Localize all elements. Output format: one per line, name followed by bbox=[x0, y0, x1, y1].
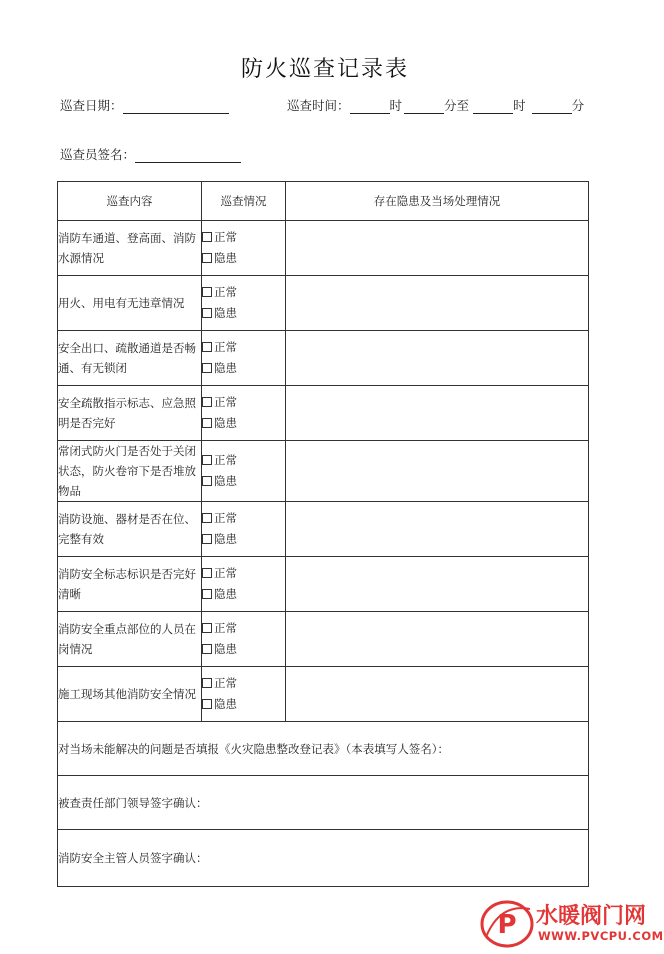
checkbox-normal[interactable] bbox=[202, 342, 212, 352]
watermark-site-name: 水暖阀门网 bbox=[536, 904, 647, 929]
status-option-label: 隐患 bbox=[214, 474, 237, 488]
status-option-label: 正常 bbox=[214, 511, 237, 525]
safety-manager-signature-row bbox=[58, 830, 589, 887]
checkbox-normal[interactable] bbox=[202, 568, 212, 578]
unresolved-issues-row bbox=[58, 722, 589, 776]
hazard-handling-field[interactable] bbox=[286, 221, 589, 276]
status-option-normal[interactable] bbox=[202, 563, 285, 584]
watermark-logo-icon bbox=[478, 895, 536, 953]
checkbox-normal[interactable] bbox=[202, 232, 212, 242]
status-option-label: 正常 bbox=[214, 453, 237, 467]
hazard-handling-field[interactable] bbox=[286, 667, 589, 722]
unresolved-issues-row-field[interactable] bbox=[58, 722, 589, 776]
inspection-item: 安全疏散指示标志、应急照明是否完好 bbox=[58, 386, 202, 441]
checkbox-normal[interactable] bbox=[202, 678, 212, 688]
minute-label: 分 bbox=[571, 98, 585, 113]
checkbox-normal[interactable] bbox=[202, 287, 212, 297]
status-option-hazard[interactable] bbox=[202, 529, 285, 550]
checkbox-hazard[interactable] bbox=[202, 534, 212, 544]
status-option-hazard[interactable] bbox=[202, 413, 285, 434]
inspection-item: 消防安全重点部位的人员在岗情况 bbox=[58, 612, 202, 667]
status-option-label: 正常 bbox=[214, 340, 237, 354]
status-cell bbox=[202, 667, 286, 722]
inspection-item: 消防车通道、登高面、消防水源情况 bbox=[58, 221, 202, 276]
checkbox-hazard[interactable] bbox=[202, 363, 212, 373]
start-hour-field[interactable] bbox=[350, 99, 390, 114]
status-cell bbox=[202, 502, 286, 557]
table-row bbox=[58, 441, 589, 502]
checkbox-normal[interactable] bbox=[202, 513, 212, 523]
status-option-normal[interactable] bbox=[202, 227, 285, 248]
inspector-signature-label: 巡查员签名： bbox=[60, 147, 136, 162]
checkbox-hazard[interactable] bbox=[202, 253, 212, 263]
page-title: 防火巡查记录表 bbox=[240, 57, 409, 82]
status-option-label: 隐患 bbox=[214, 587, 237, 601]
status-option-normal[interactable] bbox=[202, 337, 285, 358]
minute-to-label: 分至 bbox=[444, 98, 470, 113]
status-option-hazard[interactable] bbox=[202, 584, 285, 605]
hazard-handling-field[interactable] bbox=[286, 386, 589, 441]
table-row bbox=[58, 221, 589, 276]
inspection-item: 安全出口、疏散通道是否畅通、有无锁闭 bbox=[58, 331, 202, 386]
hour-label-2: 时 bbox=[513, 98, 526, 113]
end-hour-field[interactable] bbox=[473, 99, 513, 114]
status-option-label: 正常 bbox=[214, 230, 237, 244]
inspector-signature-row bbox=[60, 145, 241, 163]
status-cell bbox=[202, 331, 286, 386]
checkbox-hazard[interactable] bbox=[202, 644, 212, 654]
status-option-hazard[interactable] bbox=[202, 694, 285, 715]
status-option-label: 隐患 bbox=[214, 306, 237, 320]
checkbox-hazard[interactable] bbox=[202, 418, 212, 428]
status-option-normal[interactable] bbox=[202, 282, 285, 303]
status-option-normal[interactable] bbox=[202, 508, 285, 529]
inspection-table bbox=[57, 181, 589, 887]
inspection-item: 消防安全标志标识是否完好清晰 bbox=[58, 557, 202, 612]
checkbox-normal[interactable] bbox=[202, 397, 212, 407]
status-option-label: 正常 bbox=[214, 676, 237, 690]
status-option-label: 正常 bbox=[214, 621, 237, 635]
header-inspection-content: 巡查内容 bbox=[58, 182, 202, 221]
table-row bbox=[58, 502, 589, 557]
inspection-item: 施工现场其他消防安全情况 bbox=[58, 667, 202, 722]
hazard-handling-field[interactable] bbox=[286, 441, 589, 502]
status-option-hazard[interactable] bbox=[202, 639, 285, 660]
end-minute-field[interactable] bbox=[532, 99, 572, 114]
status-option-label: 正常 bbox=[214, 285, 237, 299]
inspection-item: 常闭式防火门是否处于关闭状态，防火卷帘下是否堆放物品 bbox=[58, 441, 202, 502]
checkbox-normal[interactable] bbox=[202, 455, 212, 465]
status-option-hazard[interactable] bbox=[202, 248, 285, 269]
unresolved-issues-row-label: 对当场未能解决的问题是否填报《火灾隐患整改登记表》（本表填写人签名）： bbox=[58, 741, 449, 756]
status-cell bbox=[202, 221, 286, 276]
status-option-normal[interactable] bbox=[202, 450, 285, 471]
status-option-label: 隐患 bbox=[214, 361, 237, 375]
checkbox-normal[interactable] bbox=[202, 623, 212, 633]
watermark-logo-letter: P bbox=[497, 910, 517, 940]
start-minute-field[interactable] bbox=[404, 99, 444, 114]
inspection-time-label: 巡查时间： bbox=[287, 98, 350, 113]
checkbox-hazard[interactable] bbox=[202, 476, 212, 486]
status-option-normal[interactable] bbox=[202, 618, 285, 639]
watermark bbox=[478, 893, 664, 954]
safety-manager-signature-row-field[interactable] bbox=[58, 830, 589, 887]
status-cell bbox=[202, 386, 286, 441]
header-hazard-handling: 存在隐患及当场处理情况 bbox=[286, 182, 589, 221]
department-leader-signature-row-field[interactable] bbox=[58, 776, 589, 830]
checkbox-hazard[interactable] bbox=[202, 589, 212, 599]
status-option-hazard[interactable] bbox=[202, 303, 285, 324]
status-option-label: 隐患 bbox=[214, 251, 237, 265]
inspection-date-label: 巡查日期： bbox=[60, 98, 123, 113]
hazard-handling-field[interactable] bbox=[286, 331, 589, 386]
department-leader-signature-row-label: 被查责任部门领导签字确认： bbox=[58, 795, 208, 810]
status-option-label: 隐患 bbox=[214, 532, 237, 546]
inspection-date-row bbox=[60, 96, 229, 114]
table-header-row bbox=[58, 182, 589, 221]
checkbox-hazard[interactable] bbox=[202, 308, 212, 318]
status-option-label: 隐患 bbox=[214, 642, 237, 656]
hazard-handling-field[interactable] bbox=[286, 612, 589, 667]
inspection-item: 消防设施、器材是否在位、完整有效 bbox=[58, 502, 202, 557]
table-row bbox=[58, 386, 589, 441]
department-leader-signature-row bbox=[58, 776, 589, 830]
table-row bbox=[58, 667, 589, 722]
status-option-hazard[interactable] bbox=[202, 358, 285, 379]
status-cell bbox=[202, 441, 286, 502]
hazard-handling-field[interactable] bbox=[286, 276, 589, 331]
watermark-url: WWW.PVCPU.COM bbox=[538, 929, 664, 943]
status-option-label: 隐患 bbox=[214, 416, 237, 430]
inspector-signature-field[interactable] bbox=[135, 148, 241, 163]
table-row bbox=[58, 557, 589, 612]
status-option-hazard[interactable] bbox=[202, 471, 285, 492]
status-option-label: 正常 bbox=[214, 566, 237, 580]
status-option-normal[interactable] bbox=[202, 392, 285, 413]
table-row bbox=[58, 612, 589, 667]
status-cell bbox=[202, 557, 286, 612]
inspection-item: 用火、用电有无违章情况 bbox=[58, 276, 202, 331]
status-option-label: 正常 bbox=[214, 395, 237, 409]
checkbox-hazard[interactable] bbox=[202, 699, 212, 709]
header-inspection-status: 巡查情况 bbox=[202, 182, 286, 221]
inspection-date-field[interactable] bbox=[123, 99, 229, 114]
hour-label: 时 bbox=[389, 98, 403, 113]
status-cell bbox=[202, 612, 286, 667]
inspection-time-row bbox=[287, 96, 584, 114]
status-cell bbox=[202, 276, 286, 331]
hazard-handling-field[interactable] bbox=[286, 502, 589, 557]
hazard-handling-field[interactable] bbox=[286, 557, 589, 612]
status-option-label: 隐患 bbox=[214, 697, 237, 711]
status-option-normal[interactable] bbox=[202, 673, 285, 694]
table-row bbox=[58, 331, 589, 386]
table-row bbox=[58, 276, 589, 331]
safety-manager-signature-row-label: 消防安全主管人员签字确认： bbox=[58, 851, 208, 865]
